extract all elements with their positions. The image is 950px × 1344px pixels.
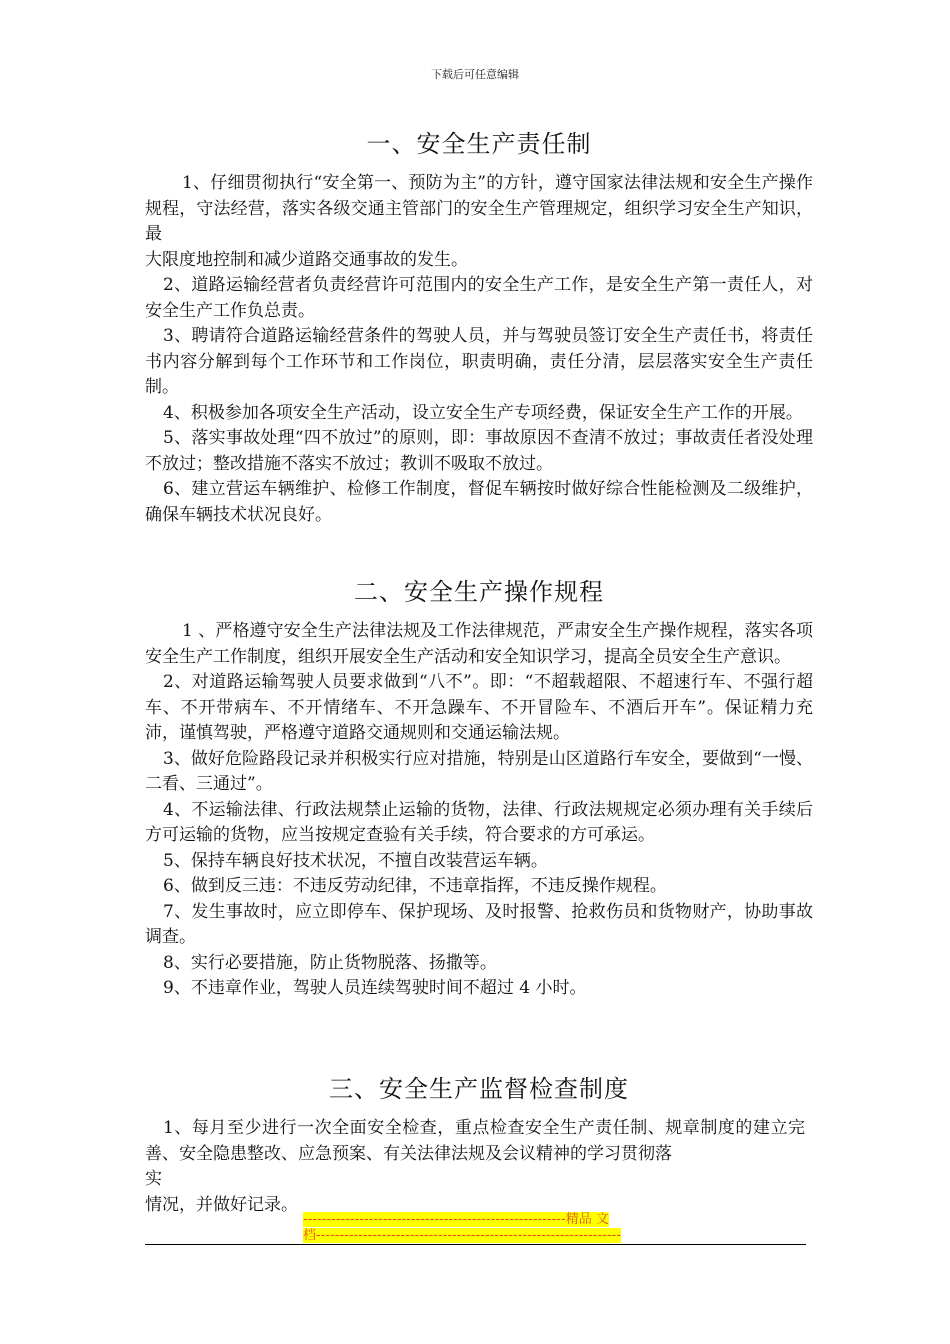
section-title: 一、安全生产责任制: [366, 130, 592, 158]
section-inspection: [145, 1069, 813, 1218]
section-title: 二、安全生产操作规程: [354, 578, 604, 606]
footer-rule: [145, 1244, 806, 1245]
paragraph: 2、对道路运输驾驶人员要求做到“八不”。即：“不超载超限、不超速行车、不强行超车、不开带病车、不开情绪车、不开急躁车、不开冒险车、不酒后开车”。保证精力充沛，谨慎驾驶，严格遵守道路交通规则和交通运输法规。: [145, 672, 813, 743]
paragraph: 8、实行必要措施，防止货物脱落、扬撒等。: [163, 952, 497, 973]
paragraph: 大限度地控制和减少道路交通事故的发生。: [145, 249, 468, 270]
paragraph: 4、积极参加各项安全生产活动，设立安全生产专项经费，保证安全生产工作的开展。: [163, 402, 803, 423]
paragraph: 6、做到反三违：不违反劳动纪律，不违章指挥，不违反操作规程。: [163, 876, 667, 896]
paragraph: 5、落实事故处理“四不放过”的原则，即：事故原因不查清不放过；事故责任者没处理不放过；整改措施不落实不放过；教训不吸取不放过。: [145, 428, 813, 474]
paragraph: 3、做好危险路段记录并积极实行应对措施，特别是山区道路行车安全，要做到“一慢、二看、三通过”。: [145, 748, 813, 794]
paragraph: 9、不违章作业，驾驶人员连续驾驶时间不超过 4 小时。: [163, 978, 587, 998]
section-title: 三、安全生产监督检查制度: [329, 1075, 629, 1103]
paragraph: 情况，并做好记录。: [145, 1194, 298, 1215]
section-responsibility: [145, 124, 813, 528]
section-operation-rules: [145, 572, 813, 1002]
footer-line: --------------------------------------------------------精品 文: [303, 1212, 609, 1227]
paragraph: 6、建立营运车辆维护、检修工作制度，督促车辆按时做好综合性能检测及二级维护，确保车辆技术状况良好。: [145, 479, 813, 525]
footer-line: 档-----------------------------------------------------------------: [303, 1228, 621, 1243]
paragraph: 1 、严格遵守安全生产法律法规及工作法律规范，严肃安全生产操作规程，落实各项安全生产工作制度，组织开展安全生产活动和安全知识学习，提高全员安全生产意识。: [145, 621, 813, 667]
paragraph: 2、道路运输经营者负责经营许可范围内的安全生产工作，是安全生产第一责任人，对安全生产工作负总责。: [145, 275, 813, 321]
paragraph: 1、仔细贯彻执行“安全第一、预防为主”的方针，遵守国家法律法规和安全生产操作规程，守法经营，落实各级交通主管部门的安全生产管理规定，组织学习安全生产知识，最: [145, 173, 813, 244]
header-note: 下载后可任意编辑: [431, 68, 519, 81]
paragraph: 5、保持车辆良好技术状况，不擅自改装营运车辆。: [163, 850, 548, 871]
paragraph: 3、聘请符合道路运输经营条件的驾驶人员，并与驾驶员签订安全生产责任书，将责任书内容分解到每个工作环节和工作岗位，职责明确，责任分清，层层落实安全生产责任制。: [145, 326, 813, 397]
paragraph: 7、发生事故时，应立即停车、保护现场、及时报警、抢救伤员和货物财产，协助事故调查。: [145, 901, 813, 947]
footer-watermark: [303, 1212, 643, 1244]
paragraph: 1、每月至少进行一次全面安全检查，重点检查安全生产责任制、规章制度的建立完善、安全隐患整改、应急预案、有关法律法规及会议精神的学习贯彻落: [145, 1118, 805, 1164]
paragraph: 4、不运输法律、行政法规禁止运输的货物，法律、行政法规规定必须办理有关手续后方可运输的货物，应当按规定查验有关手续，符合要求的方可承运。: [145, 799, 813, 845]
paragraph: 实: [145, 1169, 162, 1189]
